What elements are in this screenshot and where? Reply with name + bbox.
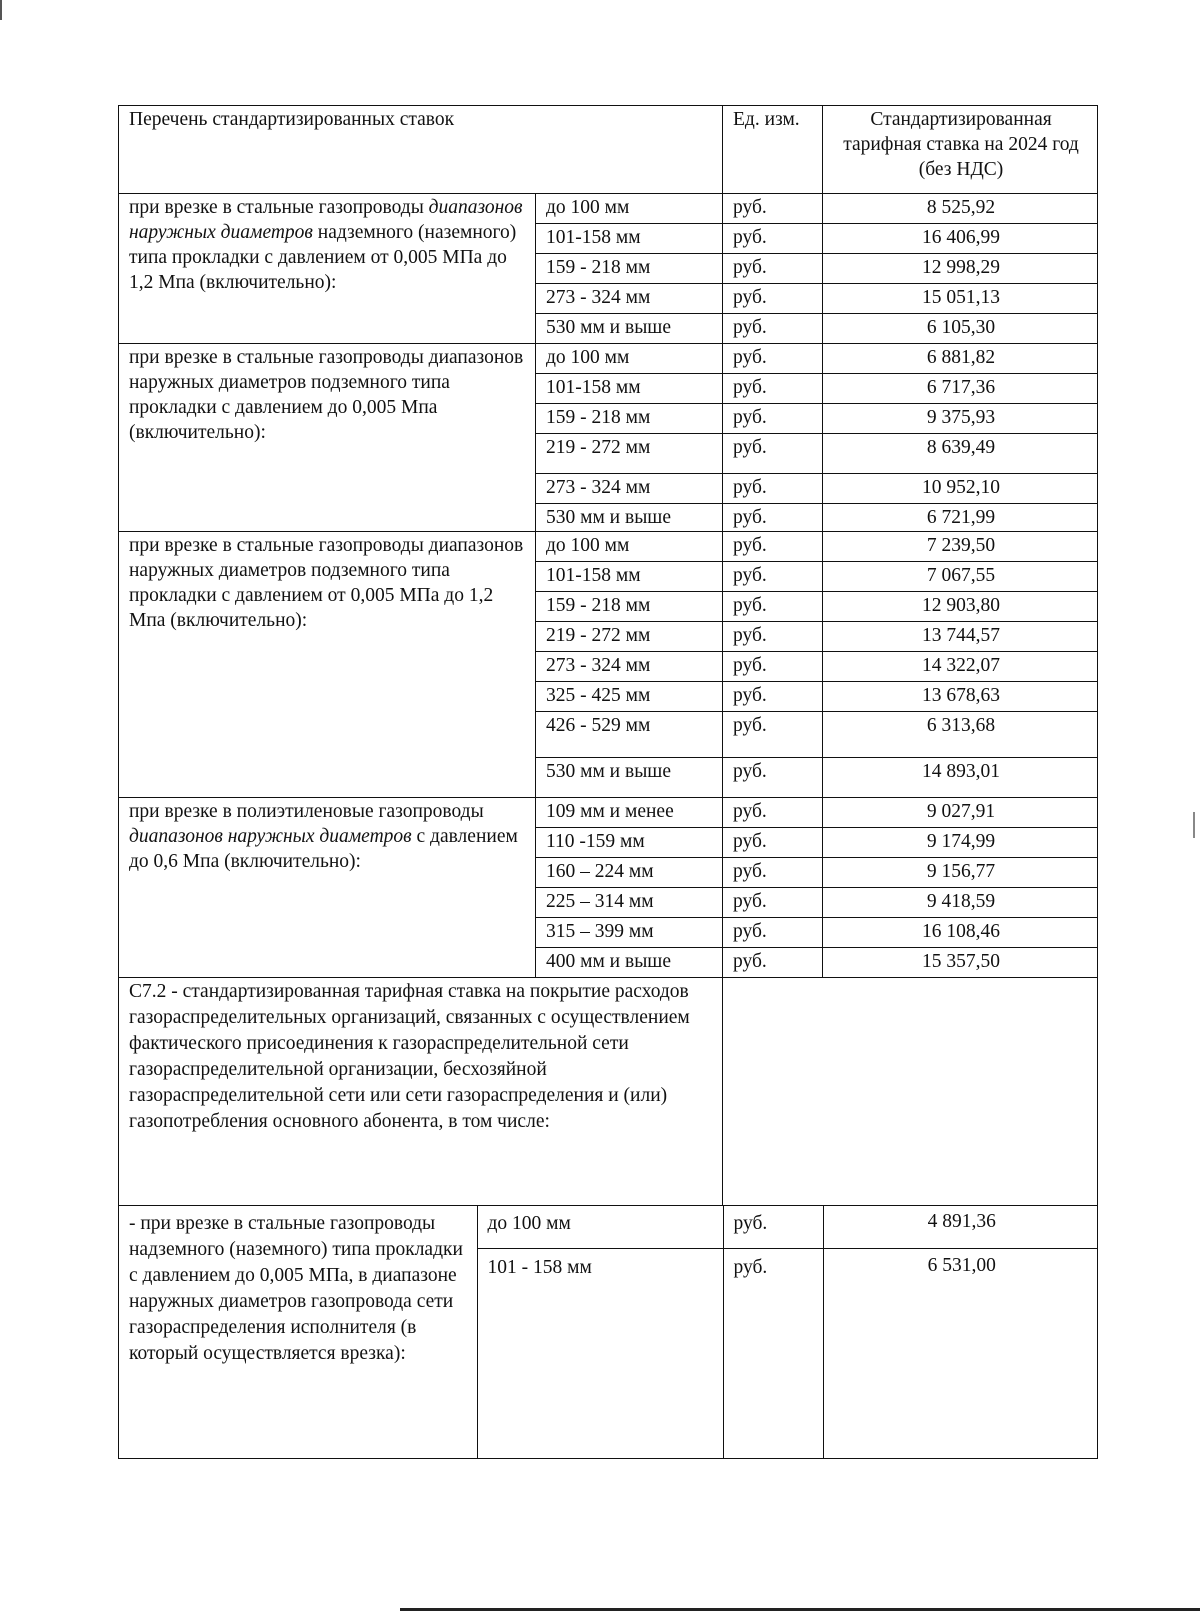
unit: руб. — [723, 652, 823, 682]
tariff-rates-table — [118, 105, 1098, 1459]
diameter-range: 159 - 218 мм — [536, 254, 723, 284]
diameter-range: до 100 мм — [477, 1206, 723, 1248]
diameter-range: 159 - 218 мм — [536, 404, 723, 434]
unit: руб. — [723, 858, 823, 888]
rate-value: 9 174,99 — [823, 828, 1098, 858]
unit: руб. — [723, 404, 823, 434]
rate-value: 8 639,49 — [823, 434, 1098, 474]
diameter-range: 530 мм и выше — [536, 758, 723, 798]
diameter-range: 273 - 324 мм — [536, 652, 723, 682]
rate-value: 6 721,99 — [823, 504, 1098, 532]
c72-sub-table — [119, 1206, 1098, 1458]
diameter-range: 109 мм и менее — [536, 798, 723, 828]
rate-value: 13 744,57 — [823, 622, 1098, 652]
section-description: при врезке в стальные газопроводы диапазонов наружных диаметров подземного типа прокладки с давлением до 0,005 Мпа (включительно): — [119, 344, 536, 532]
rate-value: 8 525,92 — [823, 194, 1098, 224]
unit: руб. — [723, 562, 823, 592]
scan-artifact — [1193, 812, 1195, 838]
unit: руб. — [723, 532, 823, 562]
table-header-row — [119, 106, 1098, 194]
diameter-range: до 100 мм — [536, 194, 723, 224]
unit: руб. — [723, 888, 823, 918]
rate-value: 15 051,13 — [823, 284, 1098, 314]
rate-value: 9 418,59 — [823, 888, 1098, 918]
unit: руб. — [723, 798, 823, 828]
rate-value: 7 067,55 — [823, 562, 1098, 592]
diameter-range: 530 мм и выше — [536, 504, 723, 532]
rate-value: 9 027,91 — [823, 798, 1098, 828]
rate-value: 9 375,93 — [823, 404, 1098, 434]
table-row — [119, 532, 1098, 562]
rate-value: 16 108,46 — [823, 918, 1098, 948]
diameter-range: до 100 мм — [536, 532, 723, 562]
unit: руб. — [723, 682, 823, 712]
section-description: при врезке в полиэтиленовые газопроводы диапазонов наружных диаметров с давлением до 0,6 Мпа (включительно): — [119, 798, 536, 978]
unit: руб. — [723, 828, 823, 858]
diameter-range: 101-158 мм — [536, 374, 723, 404]
diameter-range: 101-158 мм — [536, 224, 723, 254]
unit: руб. — [723, 918, 823, 948]
diameter-range: 400 мм и выше — [536, 948, 723, 978]
unit: руб. — [723, 284, 823, 314]
diameter-range: 110 -159 мм — [536, 828, 723, 858]
scan-artifact — [0, 0, 2, 20]
unit: руб. — [723, 434, 823, 474]
unit: руб. — [723, 474, 823, 504]
rate-value: 16 406,99 — [823, 224, 1098, 254]
unit: руб. — [723, 224, 823, 254]
c72-sub-description: - при врезке в стальные газопроводы надземного (наземного) типа прокладки с давлением до 0,005 МПа, в диапазоне наружных диаметров газопровода сети газораспределения исполнителя (в который осуществляется врезка): — [119, 1206, 477, 1458]
unit: руб. — [723, 592, 823, 622]
c72-description: С7.2 - стандартизированная тарифная ставка на покрытие расходов газораспределительных организаций, связанных с осуществлением фактического присоединения к газораспределительной сети газораспределительной организации, бесхозяйной газораспределительной сети или сети газораспределения и (или) газопотребления основного абонента, в том числе: — [119, 978, 723, 1206]
section-description: при врезке в стальные газопроводы диапазонов наружных диаметров подземного типа прокладки с давлением от 0,005 МПа до 1,2 Мпа (включительно): — [119, 532, 536, 798]
c72-row — [119, 978, 1098, 1206]
unit: руб. — [723, 1248, 823, 1458]
diameter-range: 219 - 272 мм — [536, 434, 723, 474]
table-row — [119, 1206, 1098, 1248]
unit: руб. — [723, 1206, 823, 1248]
diameter-range: 426 - 529 мм — [536, 712, 723, 758]
unit: руб. — [723, 254, 823, 284]
rate-value: 9 156,77 — [823, 858, 1098, 888]
rate-value: 6 313,68 — [823, 712, 1098, 758]
diameter-range: 273 - 324 мм — [536, 474, 723, 504]
rate-value: 6 531,00 — [823, 1248, 1098, 1458]
diameter-range: 101 - 158 мм — [477, 1248, 723, 1458]
unit: руб. — [723, 374, 823, 404]
diameter-range: 530 мм и выше — [536, 314, 723, 344]
table-row — [119, 344, 1098, 374]
diameter-range: 219 - 272 мм — [536, 622, 723, 652]
rate-value: 6 105,30 — [823, 314, 1098, 344]
unit: руб. — [723, 712, 823, 758]
table-row — [119, 194, 1098, 224]
unit: руб. — [723, 194, 823, 224]
header-list-title: Перечень стандартизированных ставок — [119, 106, 723, 194]
rate-value: 6 881,82 — [823, 344, 1098, 374]
header-rate-value: Стандартизированная тарифная ставка на 2024 год (без НДС) — [823, 106, 1098, 194]
rate-value: 14 893,01 — [823, 758, 1098, 798]
table-row — [119, 798, 1098, 828]
unit: руб. — [723, 344, 823, 374]
rate-value: 10 952,10 — [823, 474, 1098, 504]
rate-value: 6 717,36 — [823, 374, 1098, 404]
diameter-range: 159 - 218 мм — [536, 592, 723, 622]
diameter-range: 273 - 324 мм — [536, 284, 723, 314]
unit: руб. — [723, 758, 823, 798]
rate-value: 4 891,36 — [823, 1206, 1098, 1248]
rate-value: 14 322,07 — [823, 652, 1098, 682]
unit: руб. — [723, 314, 823, 344]
rate-value: 12 903,80 — [823, 592, 1098, 622]
rate-value: 13 678,63 — [823, 682, 1098, 712]
diameter-range: 101-158 мм — [536, 562, 723, 592]
c72-sub-row — [119, 1206, 1098, 1459]
c72-value — [723, 978, 1098, 1206]
rate-value: 7 239,50 — [823, 532, 1098, 562]
diameter-range: 325 - 425 мм — [536, 682, 723, 712]
diameter-range: 315 – 399 мм — [536, 918, 723, 948]
unit: руб. — [723, 948, 823, 978]
diameter-range: 160 – 224 мм — [536, 858, 723, 888]
unit: руб. — [723, 504, 823, 532]
section-description: при врезке в стальные газопроводы диапазонов наружных диаметров надземного (наземного) типа прокладки с давлением от 0,005 МПа до 1,2 Мпа (включительно): — [119, 194, 536, 344]
header-unit: Ед. изм. — [723, 106, 823, 194]
unit: руб. — [723, 622, 823, 652]
diameter-range: 225 – 314 мм — [536, 888, 723, 918]
diameter-range: до 100 мм — [536, 344, 723, 374]
rate-value: 15 357,50 — [823, 948, 1098, 978]
rate-value: 12 998,29 — [823, 254, 1098, 284]
